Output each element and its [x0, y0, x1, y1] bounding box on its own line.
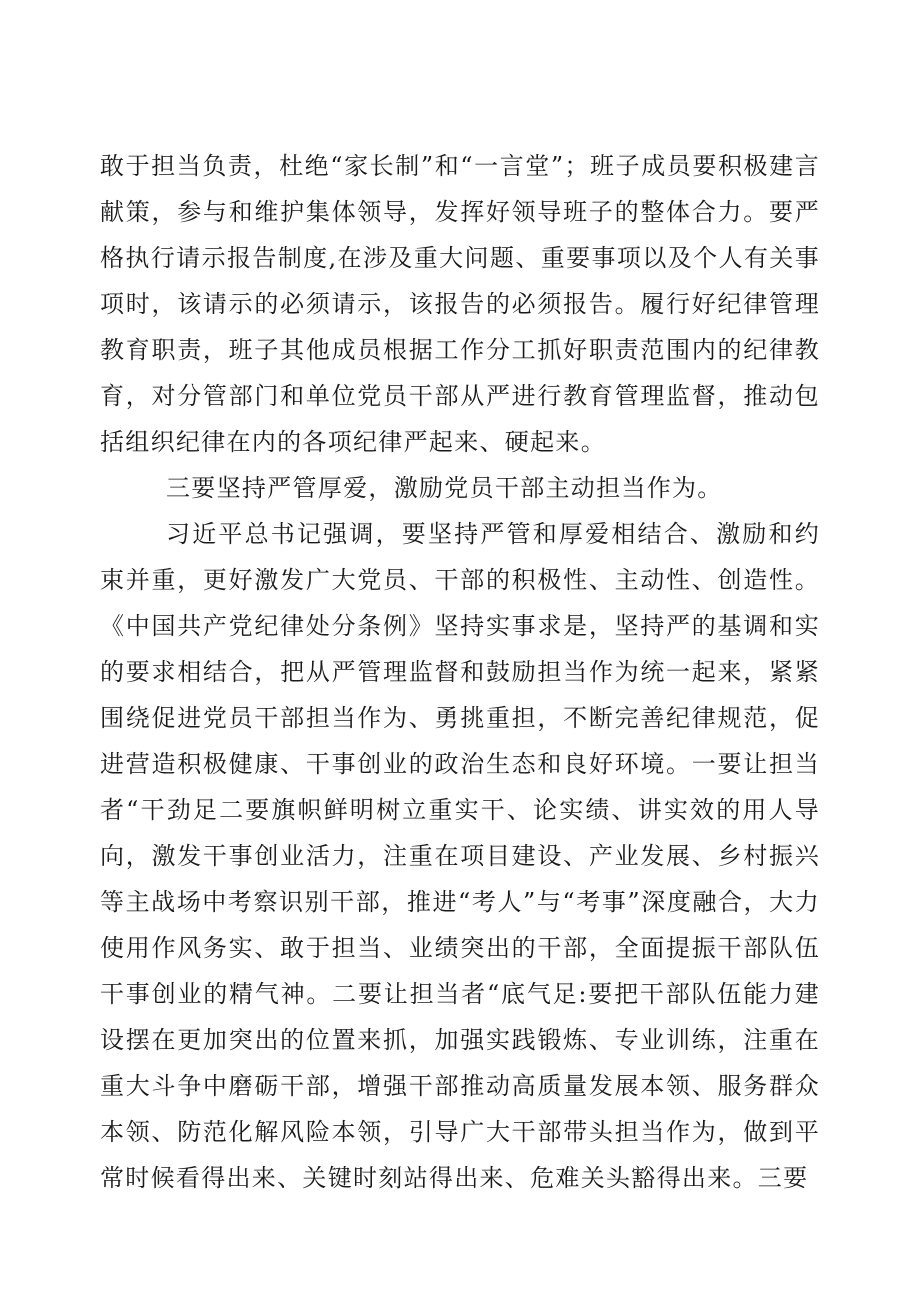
paragraph-body: 习近平总书记强调，要坚持严管和厚爱相结合、激励和约束并重，更好激发广大党员、干部的积极性、主动性、创造性。《中国共产党纪律处分条例》坚持实事求是，坚持严的基调和实的要求相结合，把从严管理监督和鼓励担当作为统一起来，紧紧围绕促进党员干部担当作为、勇挑重担，不断完善纪律规范，促进营造积极健康、干事创业的政治生态和良好环境。一要让担当者“干劲足二要旗帜鲜明树立重实干、论实绩、讲实效的用人导向，激发干事创业活力，注重在项目建设、产业发展、乡村振兴等主战场中考察识别干部，推进“考人”与“考事”深度融合，大力使用作风务实、敢于担当、业绩突出的干部，全面提振干部队伍干事创业的精气神。二要让担当者“底气足:要把干部队伍能力建设摆在更加突出的位置来抓，加强实践锻炼、专业训练，注重在重大斗争中磨砺干部，增强干部推动高质量发展本领、服务群众本领、防范化解风险本领，引导广大干部带头担当作为，做到平常时候看得出来、关键时刻站得出来、危难关头豁得出来。三要	[100, 520, 820, 1192]
document-body	[100, 143, 820, 1201]
paragraph-continued: 敢于担当负责，杜绝“家长制”和“一言堂”；班子成员要积极建言献策，参与和维护集体领导，发挥好领导班子的整体合力。要严格执行请示报告制度,在涉及重大问题、重要事项以及个人有关事项时，该请示的必须请示，该报告的必须报告。履行好纪律管理教育职责，班子其他成员根据工作分工抓好职责范围内的纪律教育，对分管部门和单位党员干部从严进行教育管理监督，推动包括组织纪律在内的各项纪律严起来、硬起来。	[100, 152, 820, 456]
paragraph-heading: 三要坚持严管厚爱，激励党员干部主动担当作为。	[166, 474, 723, 502]
